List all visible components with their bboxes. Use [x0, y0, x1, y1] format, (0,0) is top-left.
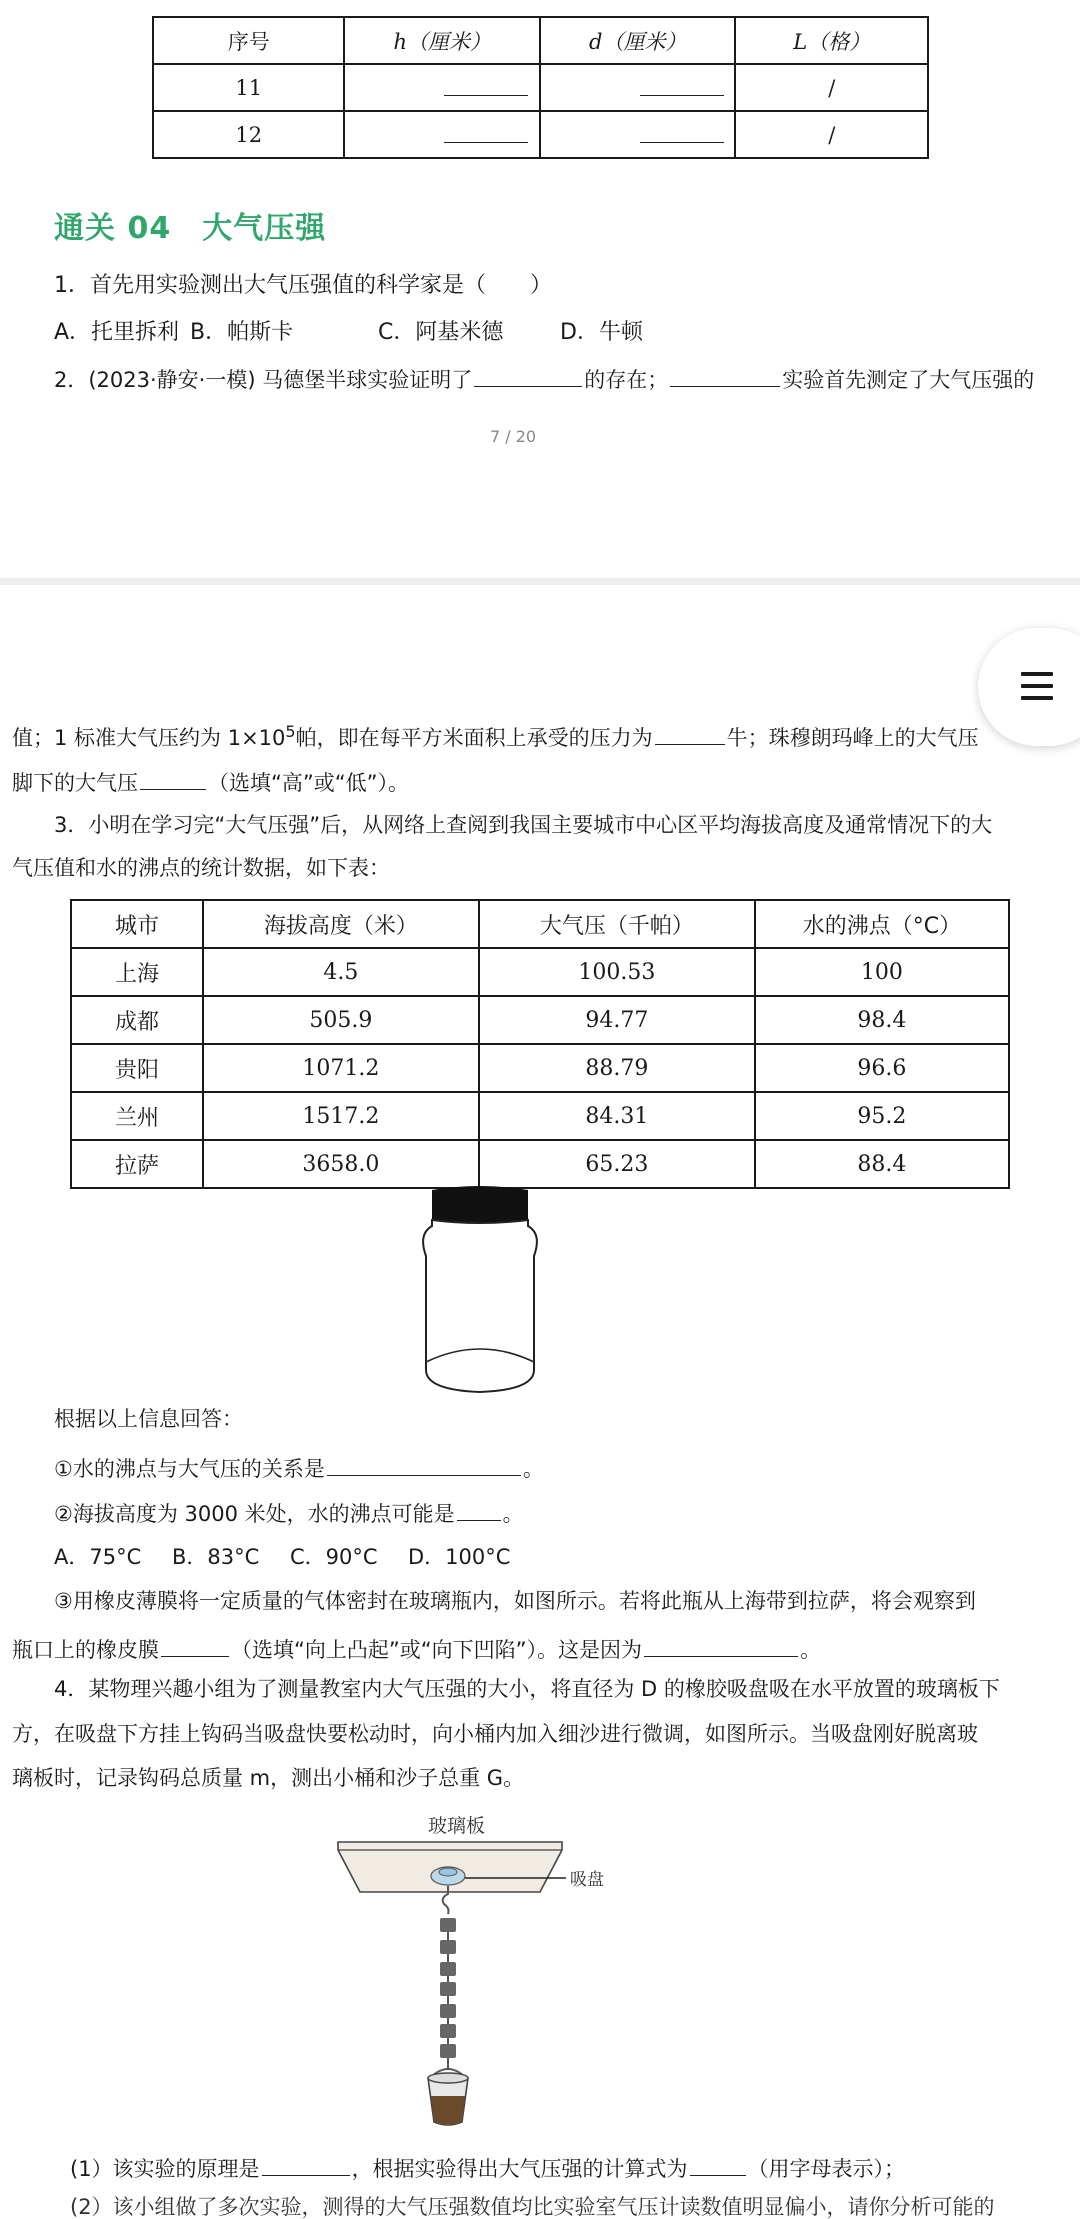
question-2-line-2	[12, 724, 979, 749]
suction-cup-diagram	[330, 1806, 650, 2136]
question-3-line-1: 3．小明在学习完“大气压强”后，从网络上查阅到我国主要城市中心区平均海拔高度及通常情况下的大	[54, 813, 993, 837]
question-4-line-1: 4．某物理兴趣小组为了测量教室内大气压强的大小，将直径为 D 的橡胶吸盘吸在水平放置的玻璃板下	[54, 1677, 1000, 1701]
q3-sub-3-line-1: ③用橡皮薄膜将一定质量的气体密封在玻璃瓶内，如图所示。若将此瓶从上海带到拉萨，将会观察到	[54, 1589, 976, 1613]
city-data-table	[70, 899, 1010, 1189]
table-cell: /	[735, 64, 928, 111]
table-header: h（厘米）	[344, 17, 540, 64]
q3-text: 瓶口上的橡皮膜	[12, 1638, 159, 1662]
answer-blank	[161, 1636, 229, 1657]
table-cell: 88.79	[479, 1044, 755, 1092]
table-cell: 505.9	[203, 996, 479, 1044]
q3-text: ②海拔高度为 3000 米处，水的沸点可能是	[54, 1502, 455, 1526]
table-cell: 1071.2	[203, 1044, 479, 1092]
q3-text: ①水的沸点与大气压的关系是	[54, 1457, 325, 1481]
q3-option-b: B．83°C	[172, 1545, 260, 1569]
option-c: C．阿基米德	[378, 320, 504, 345]
table-cell: 贵阳	[71, 1044, 203, 1092]
table-cell: 100	[755, 948, 1009, 996]
answer-blank	[644, 1636, 798, 1657]
table-header: 大气压（千帕）	[479, 900, 755, 948]
table-header: L（格）	[735, 17, 928, 64]
table-cell: 12	[153, 111, 344, 158]
q2-text: 的存在；	[584, 368, 669, 392]
table-cell: 65.23	[479, 1140, 755, 1188]
q2-text: 帕，即在每平方米面积上承受的压力为	[295, 726, 653, 750]
answer-blank	[655, 724, 725, 745]
table-row	[71, 996, 1009, 1044]
menu-icon[interactable]	[1021, 672, 1053, 700]
table-cell: /	[735, 111, 928, 158]
answer-blank	[262, 2155, 350, 2176]
table-cell: 3658.0	[203, 1140, 479, 1188]
question-4-line-3: 璃板时，记录钩码总质量 m，测出小桶和沙子总重 G。	[12, 1766, 525, 1790]
measurement-table	[152, 16, 929, 159]
page-indicator: 7 / 20	[490, 427, 537, 446]
table-header: 海拔高度（米）	[203, 900, 479, 948]
table-cell: 95.2	[755, 1092, 1009, 1140]
table-row	[71, 1140, 1009, 1188]
q2-text: 2．(2023·静安·一模) 马德堡半球实验证明了	[54, 368, 473, 392]
option-a: A．托里拆利	[54, 320, 180, 345]
table-header-row	[71, 900, 1009, 948]
table-cell: 1517.2	[203, 1092, 479, 1140]
question-3-line-2: 气压值和水的沸点的统计数据，如下表：	[12, 856, 390, 880]
question-1-stem: 1．首先用实验测出大气压强值的科学家是（ ）	[54, 273, 552, 298]
answer-blank-cell	[344, 111, 540, 158]
answer-blank	[670, 366, 780, 387]
table-row	[153, 111, 928, 158]
answer-blank	[690, 2155, 746, 2176]
hook-weights	[440, 1918, 456, 2068]
table-cell: 100.53	[479, 948, 755, 996]
q2-text: 牛；珠穆朗玛峰上的大气压	[726, 726, 979, 750]
q3-prompt: 根据以上信息回答：	[54, 1407, 243, 1431]
table-row	[71, 1092, 1009, 1140]
table-header-row	[153, 17, 928, 64]
q4-sub-1	[70, 2155, 905, 2180]
q3-option-c: C．90°C	[290, 1545, 378, 1569]
jar-lid	[432, 1186, 528, 1223]
table-cell: 4.5	[203, 948, 479, 996]
q3-text: 。	[502, 1502, 524, 1526]
glass-plate-label: 玻璃板	[428, 1815, 486, 1837]
table-header: d（厘米）	[540, 17, 736, 64]
table-row	[71, 948, 1009, 996]
q3-text: 。	[800, 1638, 822, 1662]
table-row	[71, 1044, 1009, 1092]
table-cell: 拉萨	[71, 1140, 203, 1188]
q2-text: 实验首先测定了大气压强的	[782, 368, 1035, 392]
table-cell: 98.4	[755, 996, 1009, 1044]
answer-blank-cell	[540, 111, 736, 158]
jar-body	[423, 1220, 537, 1392]
table-cell: 成都	[71, 996, 203, 1044]
table-header: 序号	[153, 17, 344, 64]
table-cell: 94.77	[479, 996, 755, 1044]
question-4-line-2: 方，在吸盘下方挂上钩码当吸盘快要松动时，向小桶内加入细沙进行微调，如图所示。当吸盘刚好脱离玻	[12, 1722, 978, 1746]
q3-sub-1	[54, 1455, 544, 1480]
section-title: 通关 04 大气压强	[54, 211, 327, 246]
sand-bucket	[428, 2069, 468, 2125]
answer-blank	[474, 366, 582, 387]
q3-option-a: A．75°C	[54, 1545, 142, 1569]
table-cell: 84.31	[479, 1092, 755, 1140]
answer-blank	[457, 1500, 501, 1521]
option-b: B．帕斯卡	[190, 320, 294, 345]
question-2-line-3	[12, 769, 409, 794]
table-cell: 11	[153, 64, 344, 111]
q2-text: 脚下的大气压	[12, 771, 138, 795]
q3-text: （选填“向上凸起”或“向下凹陷”）。这是因为	[231, 1638, 643, 1662]
q4-text: ，根据实验得出大气压强的计算式为	[351, 2157, 688, 2181]
q3-text: 。	[522, 1457, 544, 1481]
table-header: 水的沸点（°C）	[755, 900, 1009, 948]
table-header: 城市	[71, 900, 203, 948]
q3-sub-3-line-2	[12, 1636, 821, 1661]
table-cell: 96.6	[755, 1044, 1009, 1092]
suction-cup-label: 吸盘	[570, 1870, 604, 1890]
sealed-jar-illustration	[418, 1186, 542, 1396]
answer-blank-cell	[540, 64, 736, 111]
table-cell: 兰州	[71, 1092, 203, 1140]
answer-blank	[140, 769, 206, 790]
q4-text: (1）该实验的原理是	[70, 2157, 260, 2181]
q4-sub-2-partial: (2）该小组做了多次实验，测得的大气压强数值均比实验室气压计读数值明显偏小，请你分析可能的	[70, 2195, 995, 2219]
page-divider	[0, 578, 1080, 585]
question-2-line-1	[54, 366, 1034, 391]
table-cell: 88.4	[755, 1140, 1009, 1188]
answer-blank	[327, 1455, 521, 1476]
q3-option-d: D．100°C	[408, 1545, 511, 1569]
option-d: D．牛顿	[560, 320, 643, 345]
exponent: 5	[285, 722, 296, 741]
table-cell: 上海	[71, 948, 203, 996]
q4-text: （用字母表示）；	[747, 2157, 906, 2181]
q3-sub-2	[54, 1500, 524, 1525]
q2-text: （选填“高”或“低”）。	[208, 771, 410, 795]
q2-text: 值；1 标准大气压约为 1×10	[12, 726, 286, 750]
table-row	[153, 64, 928, 111]
answer-blank-cell	[344, 64, 540, 111]
